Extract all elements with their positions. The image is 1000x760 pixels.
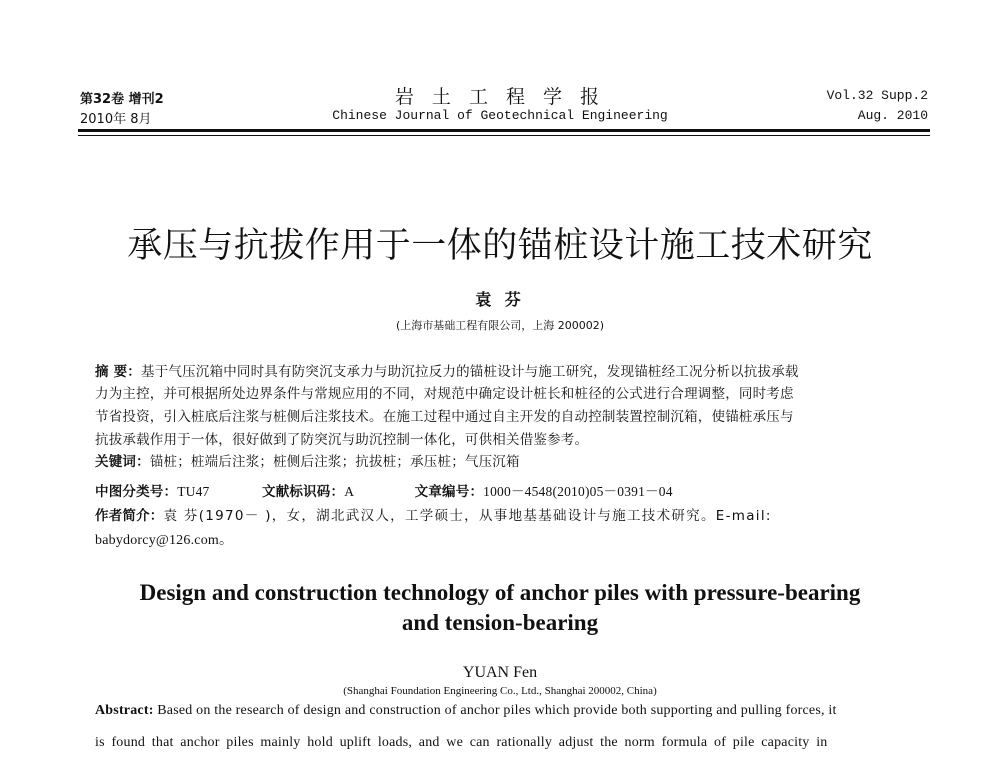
- abstract-line: 基于气压沉箱中同时具有防突沉支承力与助沉拉反力的锚桩设计与施工研究，发现锚桩经工况分析以抗拔承载: [141, 364, 799, 380]
- abstract-line: 抗拔承载作用于一体，很好做到了防突沉与助沉控制一体化，可供相关借鉴参考。: [95, 432, 589, 448]
- title-en-line: Design and construction technology of anchor piles with pressure-bearing: [139, 580, 861, 605]
- abstract-label: 摘 要：: [95, 364, 141, 380]
- keywords: 锚桩；桩端后注浆；桩侧后注浆；抗拔桩；承压桩；气压沉箱: [149, 454, 520, 470]
- journal-name-en: Chinese Journal of Geotechnical Engineering: [332, 108, 668, 123]
- author-cn: 袁 芬: [475, 290, 525, 309]
- date-cn: 2010年 8月: [80, 112, 152, 127]
- keywords-label: 关键词：: [95, 454, 150, 470]
- article-number-label: 文章编号：: [414, 484, 484, 500]
- author-intro-label: 作者简介：: [95, 508, 164, 524]
- affiliation-en: (Shanghai Foundation Engineering Co., Ltd., Shanghai 200002, China): [343, 685, 657, 697]
- header-rule-thick: [78, 129, 930, 132]
- title-cn: 承压与抗拔作用于一体的锚桩设计施工技术研究: [127, 226, 873, 266]
- abstract-en-line: is found that anchor piles mainly hold uplift loads, and we can rationally adjust the norm formula of pile capacity in: [95, 735, 828, 750]
- volume-issue: 第32卷 增刊2: [80, 92, 164, 107]
- header-rule-thin: [78, 135, 930, 136]
- title-en-line: and tension-bearing: [401, 610, 599, 635]
- clc-value: TU47: [177, 484, 210, 499]
- journal-name-cn: 岩 土 工 程 学 报: [394, 86, 606, 108]
- author-email[interactable]: babydorcy@126.com。: [95, 533, 234, 548]
- doc-code-value: A: [344, 484, 355, 499]
- author-intro: 袁 芬(1970－ )，女，湖北武汉人，工学硕士，从事地基基础设计与施工技术研究。E-mail:: [163, 508, 772, 524]
- article-number-value: 1000－4548(2010)05－0391－04: [483, 484, 673, 499]
- doc-code-label: 文献标识码：: [262, 484, 345, 500]
- clc-label: 中图分类号：: [95, 484, 178, 500]
- author-en: YUAN Fen: [462, 664, 538, 681]
- date-en: Aug. 2010: [857, 108, 928, 123]
- abstract-line: 节省投资，引入桩底后注浆与桩侧后注浆技术。在施工过程中通过自主开发的自动控制装置控制沉箱，使锚桩承压与: [95, 409, 794, 425]
- affiliation-cn: (上海市基础工程有限公司，上海 200002): [395, 319, 605, 332]
- volume-en: Vol.32 Supp.2: [826, 88, 928, 103]
- abstract-en-label: Abstract:: [95, 703, 154, 718]
- abstract-line: 力为主控，并可根据所处边界条件与常规应用的不同，对规范中确定设计桩长和桩径的公式进行合理调整，同时考虑: [95, 386, 794, 402]
- abstract-en-line: Based on the research of design and construction of anchor piles which provide both supporting and pulling forces, it: [153, 703, 837, 718]
